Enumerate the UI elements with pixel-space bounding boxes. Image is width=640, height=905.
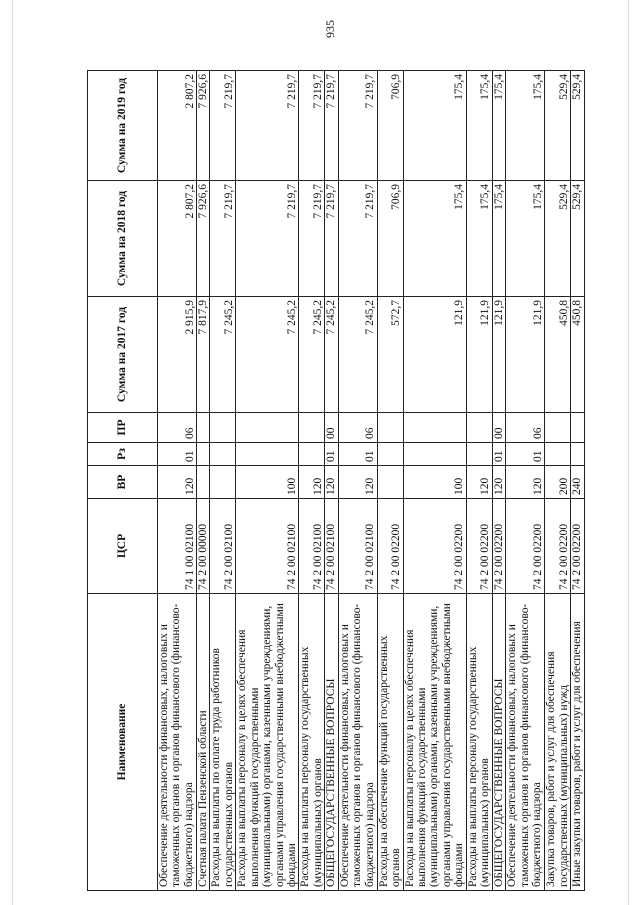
table-row	[466, 71, 492, 891]
cell-sum-2017: 572,7	[377, 297, 403, 413]
table-row	[338, 71, 377, 891]
cell-sum-2018: 175,4	[506, 181, 545, 297]
cell-name: Расходы на выплаты персоналу государственных (муниципальных) органов	[299, 594, 325, 891]
cell-sum-2017: 7 245,2	[299, 297, 325, 413]
cell-pr	[466, 413, 492, 443]
table-row	[158, 71, 197, 891]
cell-vr: 120	[492, 466, 505, 499]
cell-sum-2017: 450,8	[571, 297, 584, 413]
cell-name: Расходы на выплаты персоналу в целях обеспечения выполнения функций государственными (муниципальными) органами, казенными учреждениями, органами управления государственными внебюджетными фондами	[403, 594, 466, 891]
cell-vr	[197, 466, 210, 499]
cell-rz	[403, 443, 466, 466]
cell-sum-2017: 7 245,2	[236, 297, 299, 413]
table-header	[88, 71, 158, 891]
cell-sum-2018: 529,4	[545, 181, 571, 297]
cell-name: Закупка товаров, работ и услуг для обеспечения государственных (муниципальных) нужд	[545, 594, 571, 891]
cell-vr: 120	[325, 466, 338, 499]
cell-sum-2019: 7 219,7	[299, 71, 325, 181]
cell-vr	[210, 466, 236, 499]
cell-sum-2019: 529,4	[545, 71, 571, 181]
header-sum-2017: Сумма на 2017 год	[88, 297, 158, 413]
cell-sum-2018: 706,9	[377, 181, 403, 297]
cell-vr	[377, 466, 403, 499]
cell-sum-2017: 7 245,2	[210, 297, 236, 413]
cell-sum-2019: 175,4	[466, 71, 492, 181]
table-row	[210, 71, 236, 891]
page-number: 935	[323, 20, 337, 38]
cell-pr	[299, 413, 325, 443]
header-csr: ЦСР	[88, 499, 158, 594]
cell-rz	[210, 443, 236, 466]
table-row	[197, 71, 210, 891]
cell-sum-2018: 7 926,6	[197, 181, 210, 297]
rotated-table-container	[87, 71, 584, 891]
cell-sum-2018: 175,4	[492, 181, 505, 297]
cell-sum-2017: 450,8	[545, 297, 571, 413]
cell-pr: 06	[338, 413, 377, 443]
cell-name: Иные закупки товаров, работ и услуг для обеспечения	[571, 594, 584, 891]
cell-name: Расходы на выплаты персоналу в целях обеспечения выполнения функций государственными (муниципальными) органами, казенными учреждениями, органами управления государственными внебюджетными фондами	[236, 594, 299, 891]
cell-vr: 120	[158, 466, 197, 499]
cell-sum-2017: 121,9	[492, 297, 505, 413]
cell-sum-2018: 529,4	[571, 181, 584, 297]
cell-sum-2019: 175,4	[492, 71, 505, 181]
scan-edge-right	[628, 0, 629, 905]
cell-vr: 100	[236, 466, 299, 499]
cell-csr: 74 2 00 02200	[571, 499, 584, 594]
table-row	[236, 71, 299, 891]
cell-name: ОБЩЕГОСУДАРСТВЕННЫЕ ВОПРОСЫ	[325, 594, 338, 891]
header-vr: ВР	[88, 466, 158, 499]
table-row	[403, 71, 466, 891]
cell-sum-2019: 706,9	[377, 71, 403, 181]
cell-csr: 74 1 00 02100	[158, 499, 197, 594]
cell-vr: 100	[403, 466, 466, 499]
cell-csr: 74 2 00 00000	[197, 499, 210, 594]
table-row	[299, 71, 325, 891]
cell-sum-2018: 7 219,7	[299, 181, 325, 297]
cell-rz: 01	[325, 443, 338, 466]
cell-pr: 06	[506, 413, 545, 443]
cell-sum-2017: 121,9	[403, 297, 466, 413]
cell-pr	[545, 413, 571, 443]
cell-pr: 00	[325, 413, 338, 443]
cell-sum-2019: 7 926,6	[197, 71, 210, 181]
cell-pr: 06	[158, 413, 197, 443]
cell-sum-2019: 529,4	[571, 71, 584, 181]
budget-table	[87, 70, 585, 891]
cell-rz: 01	[492, 443, 505, 466]
cell-rz	[545, 443, 571, 466]
cell-rz	[377, 443, 403, 466]
cell-rz	[197, 443, 210, 466]
table-body	[158, 71, 585, 891]
cell-sum-2017: 121,9	[506, 297, 545, 413]
table-row	[545, 71, 571, 891]
cell-pr	[236, 413, 299, 443]
cell-csr: 74 2 00 02200	[545, 499, 571, 594]
header-name: Наименование	[88, 594, 158, 891]
scan-edge-left	[12, 0, 13, 905]
table-row	[506, 71, 545, 891]
cell-rz	[466, 443, 492, 466]
cell-rz	[299, 443, 325, 466]
table-row	[325, 71, 338, 891]
cell-sum-2018: 175,4	[466, 181, 492, 297]
cell-csr: 74 2 00 02100	[236, 499, 299, 594]
cell-pr	[571, 413, 584, 443]
cell-sum-2017: 7 245,2	[338, 297, 377, 413]
table-row	[492, 71, 505, 891]
cell-rz: 01	[158, 443, 197, 466]
cell-rz	[571, 443, 584, 466]
cell-sum-2018: 2 807,2	[158, 181, 197, 297]
cell-sum-2017: 121,9	[466, 297, 492, 413]
cell-sum-2019: 7 219,7	[338, 71, 377, 181]
cell-vr: 240	[571, 466, 584, 499]
cell-sum-2018: 7 219,7	[325, 181, 338, 297]
cell-pr: 00	[492, 413, 505, 443]
cell-sum-2019: 7 219,7	[325, 71, 338, 181]
cell-sum-2017: 7 245,2	[325, 297, 338, 413]
cell-name: Обеспечение деятельности финансовых, налоговых и таможенных органов и органов финансового (финансово-бюджетного) надзора	[506, 594, 545, 891]
cell-sum-2018: 7 219,7	[338, 181, 377, 297]
cell-sum-2018: 175,4	[403, 181, 466, 297]
cell-rz: 01	[338, 443, 377, 466]
cell-pr	[403, 413, 466, 443]
cell-name: Обеспечение деятельности финансовых, налоговых и таможенных органов и органов финансового (финансово-бюджетного) надзора	[338, 594, 377, 891]
header-rz: Рз	[88, 443, 158, 466]
cell-csr: 74 2 00 02100	[299, 499, 325, 594]
cell-sum-2017: 2 915,9	[158, 297, 197, 413]
cell-name: Расходы на выплаты персоналу государственных (муниципальных) органов	[466, 594, 492, 891]
cell-sum-2019: 7 219,7	[210, 71, 236, 181]
cell-sum-2019: 175,4	[403, 71, 466, 181]
cell-rz: 01	[506, 443, 545, 466]
cell-name: ОБЩЕГОСУДАРСТВЕННЫЕ ВОПРОСЫ	[492, 594, 505, 891]
cell-sum-2017: 7 817,9	[197, 297, 210, 413]
cell-csr: 74 2 00 02200	[492, 499, 505, 594]
header-sum-2018: Сумма на 2018 год	[88, 181, 158, 297]
header-row	[88, 71, 158, 891]
cell-sum-2019: 2 807,2	[158, 71, 197, 181]
cell-pr	[377, 413, 403, 443]
cell-sum-2019: 7 219,7	[236, 71, 299, 181]
cell-csr: 74 2 00 02100	[210, 499, 236, 594]
header-sum-2019: Сумма на 2019 год	[88, 71, 158, 181]
cell-vr: 200	[545, 466, 571, 499]
cell-name: Расходы на обеспечение функций государственных органов	[377, 594, 403, 891]
cell-rz	[236, 443, 299, 466]
cell-name: Счетная палата Пензенской области	[197, 594, 210, 891]
cell-vr: 120	[466, 466, 492, 499]
cell-pr	[197, 413, 210, 443]
cell-pr	[210, 413, 236, 443]
table-row	[377, 71, 403, 891]
cell-vr: 120	[299, 466, 325, 499]
cell-vr: 120	[506, 466, 545, 499]
cell-name: Расходы на выплаты по оплате труда работников государственных органов	[210, 594, 236, 891]
table-row	[571, 71, 584, 891]
cell-csr: 74 2 00 02200	[466, 499, 492, 594]
cell-csr: 74 2 00 02200	[506, 499, 545, 594]
cell-name: Обеспечение деятельности финансовых, налоговых и таможенных органов и органов финансового (финансово-бюджетного) надзора	[158, 594, 197, 891]
cell-sum-2018: 7 219,7	[210, 181, 236, 297]
cell-sum-2019: 175,4	[506, 71, 545, 181]
header-pr: ПР	[88, 413, 158, 443]
cell-vr: 120	[338, 466, 377, 499]
cell-csr: 74 2 00 02200	[403, 499, 466, 594]
cell-sum-2018: 7 219,7	[236, 181, 299, 297]
cell-csr: 74 2 00 02100	[338, 499, 377, 594]
cell-csr: 74 2 00 02200	[377, 499, 403, 594]
cell-csr: 74 2 00 02100	[325, 499, 338, 594]
